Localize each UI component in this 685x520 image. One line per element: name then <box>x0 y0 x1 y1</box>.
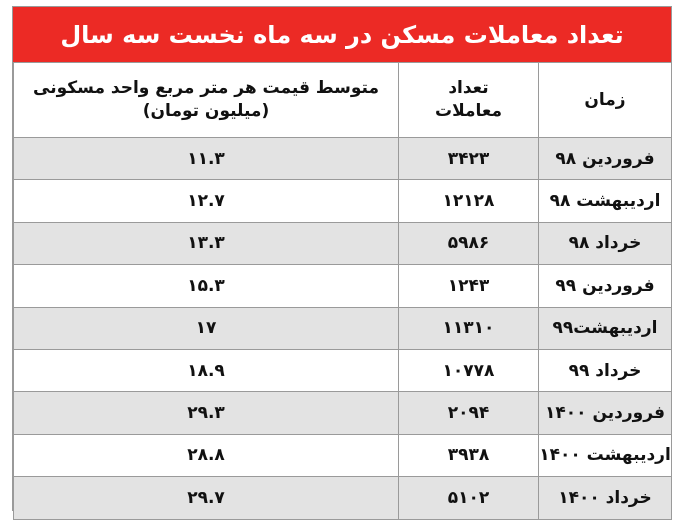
cell-time: اردیبهشت ۹۸ <box>539 180 672 222</box>
table-row <box>14 307 672 349</box>
cell-time: خرداد ۱۴۰۰ <box>539 477 672 519</box>
housing-transactions-table-frame <box>12 6 672 511</box>
table-row <box>14 265 672 307</box>
cell-price: ۲۹.۷ <box>14 477 399 519</box>
header-count-line1: تعداد <box>448 78 489 99</box>
housing-transactions-table <box>13 62 672 520</box>
cell-price: ۱۳.۳ <box>14 222 399 264</box>
cell-price: ۱۲.۷ <box>14 180 399 222</box>
cell-count: ۳۹۳۸ <box>399 434 539 476</box>
cell-time: اردیبهشت ۱۴۰۰ <box>539 434 672 476</box>
cell-count: ۵۱۰۲ <box>399 477 539 519</box>
cell-count: ۱۲۱۲۸ <box>399 180 539 222</box>
cell-price: ۱۸.۹ <box>14 349 399 391</box>
cell-count: ۱۲۴۳ <box>399 265 539 307</box>
header-row <box>14 63 672 138</box>
table-title: تعداد معاملات مسکن در سه ماه نخست سه سال <box>13 7 671 62</box>
cell-count: ۳۴۲۳ <box>399 138 539 180</box>
cell-price: ۲۹.۳ <box>14 392 399 434</box>
cell-count: ۱۱۳۱۰ <box>399 307 539 349</box>
cell-count: ۲۰۹۴ <box>399 392 539 434</box>
table-row <box>14 392 672 434</box>
header-price <box>14 63 399 138</box>
cell-count: ۵۹۸۶ <box>399 222 539 264</box>
cell-time: فروردین ۹۹ <box>539 265 672 307</box>
table-row <box>14 222 672 264</box>
table-row <box>14 477 672 519</box>
cell-time: خرداد ۹۸ <box>539 222 672 264</box>
cell-price: ۱۵.۳ <box>14 265 399 307</box>
table-row <box>14 349 672 391</box>
header-count-line2: معاملات <box>434 101 503 121</box>
table-row <box>14 138 672 180</box>
cell-time: فروردین ۹۸ <box>539 138 672 180</box>
header-time: زمان <box>539 63 672 138</box>
table-row <box>14 180 672 222</box>
header-price-line1: متوسط قیمت هر متر مربع واحد مسکونی <box>33 78 379 99</box>
cell-time: خرداد ۹۹ <box>539 349 672 391</box>
cell-price: ۱۷ <box>14 307 399 349</box>
cell-price: ۲۸.۸ <box>14 434 399 476</box>
header-price-line2: (میلیون تومان) <box>142 101 270 121</box>
cell-count: ۱۰۷۷۸ <box>399 349 539 391</box>
cell-price: ۱۱.۳ <box>14 138 399 180</box>
table-row <box>14 434 672 476</box>
cell-time: فروردین ۱۴۰۰ <box>539 392 672 434</box>
cell-time: اردیبهشت۹۹ <box>539 307 672 349</box>
header-count <box>399 63 539 138</box>
